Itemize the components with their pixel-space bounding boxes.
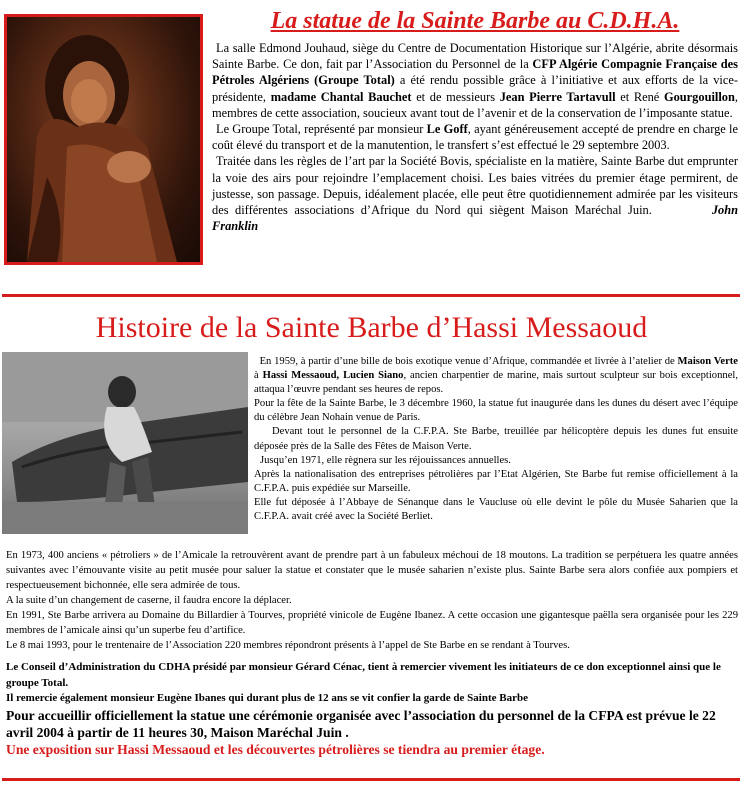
- sculptor-illustration: [2, 352, 248, 534]
- sculptor-photo: [2, 352, 248, 534]
- divider: [2, 778, 740, 781]
- acknowledgements: [6, 660, 740, 758]
- thanks-ibanes: Il remercie également monsieur Eugène Ibanes qui durant plus de 12 ans se vit confier la garde de Sainte Barbe: [6, 692, 528, 704]
- statue-illustration: [7, 17, 200, 262]
- paragraph: Traitée dans les règles de l’art par la Société Bovis, spécialiste en la matière, Sainte Barbe dut emprunter la voie des airs pour rejoindre l’emplacement choisi. Les baies vitrées du premier étage permirent, de justesse, son passage. Depuis, idéalement placée, elle peut être quotidiennement admirée par les visiteurs des différentes associations d’Afrique du Nord qui siègent Maison Maréchal Juin. John Franklin: [212, 154, 738, 234]
- paragraph: Le Groupe Total, représenté par monsieur Le Goff, ayant généreusement accepté de prendre en charge le coût élevé du transport et de la manutention, le transfert s’est effectué le 29 septembre 2003.: [212, 122, 738, 153]
- paragraph: Le 8 mai 1993, pour le trentenaire de l’Association 220 membres répondront présents à l’appel de Ste Barbe en se rendant à Tourves.: [6, 640, 570, 651]
- ceremony-announcement: Pour accueillir officiellement la statue une cérémonie organisée avec l’association du personnel de la CFPA est prévue le 22 avril 2004 à partir de 11 heures 30, Maison Maréchal Juin .: [6, 707, 716, 740]
- history-body: [254, 355, 738, 524]
- paragraph: Elle fut déposée à l’Abbaye de Sénanque dans le Vaucluse où elle devint le pôle du Musée Saharien que la C.F.P.A. avait créé avec la Société Berliet.: [254, 496, 738, 523]
- article-title: La statue de la Sainte Barbe au C.D.H.A.: [270, 8, 680, 34]
- thanks-council: Le Conseil d’Administration du CDHA présidé par monsieur Gérard Cénac, tient à remercier vivement les initiateurs de ce don exceptionnel ainsi que le groupe Total.: [6, 661, 721, 689]
- paragraph: En 1973, 400 anciens « pétroliers » de l’Amicale la retrouvèrent avant de prendre part à un fabuleux méchoui de 18 moutons. La tradition se perpétuera les quatre années suivantes avec l’émouvante visite au petit musée pour saluer la statue et constater que le musée saharien n’existe plus. Sainte Barbe sera alors confiée aux pompiers et respectueusement bichonnée, elle sera admirée de tous.: [6, 550, 738, 591]
- exposition-announcement: Une exposition sur Hassi Messaoud et les découvertes pétrolières se tiendra au premier étage.: [6, 741, 545, 757]
- statue-photo: [4, 14, 203, 265]
- paragraph: En 1991, Ste Barbe arrivera au Domaine du Billardier à Tourves, propriété vinicole de Eugène Ibanez. A cette occasion une gigantesque paëlla sera organisée pour les 229 membres de l’amicale ainsi qu’un superbe feu d’artifice.: [6, 610, 738, 636]
- paragraph: La salle Edmond Jouhaud, siège du Centre de Documentation Historique sur l’Algérie, abrite désormais Sainte Barbe. Ce don, fait par l’Association du Personnel de la CFP Algérie Compagnie Française des Pétroles Algériens (Groupe Total) a été rendu possible grâce à l’initiative et aux efforts de la vice-présidente, madame Chantal Bauchet et de messieurs Jean Pierre Tartavull et René Gourgouillon, membres de cette association, soucieux avant tout de l’avenir et de la conservation de l’imposante statue.: [212, 41, 738, 120]
- paragraph: Jusqu’en 1971, elle règnera sur les réjouissances annuelles.: [260, 454, 511, 466]
- history-body-continued: [6, 548, 738, 653]
- section-title: Histoire de la Sainte Barbe d’Hassi Messaoud: [95, 311, 648, 344]
- paragraph: A la suite d’un changement de caserne, il faudra encore la déplacer.: [6, 595, 292, 606]
- paragraph: Après la nationalisation des entreprises pétrolières par l’Etat Algérien, Ste Barbe fut remise officiellement à la C.F.P.A. puis expédiée sur Marseille.: [254, 468, 738, 494]
- article-body: [212, 40, 738, 234]
- paragraph: En 1959, à partir d’une bille de bois exotique venue d’Afrique, commandée et livrée à l’atelier de Maison Verte à Hassi Messaoud, Lucien Siano, ancien charpentier de marine, mais surtout sculpteur sur bois exceptionnel, attaqua l’œuvre pendant ses heures de repos.: [254, 356, 739, 396]
- divider: [2, 294, 740, 297]
- signature: John Franklin: [212, 203, 738, 234]
- paragraph: Devant tout le personnel de la C.F.P.A. Ste Barbe, treuillée par hélicoptère depuis les dunes fut ensuite déposée près de la Salle des Fêtes de Maison Verte.: [254, 426, 738, 452]
- paragraph: Pour la fête de la Sainte Barbe, le 3 décembre 1960, la statue fut inaugurée dans les dunes du désert avec l’équipe du célèbre Jean Nohain venue de Paris.: [254, 398, 738, 424]
